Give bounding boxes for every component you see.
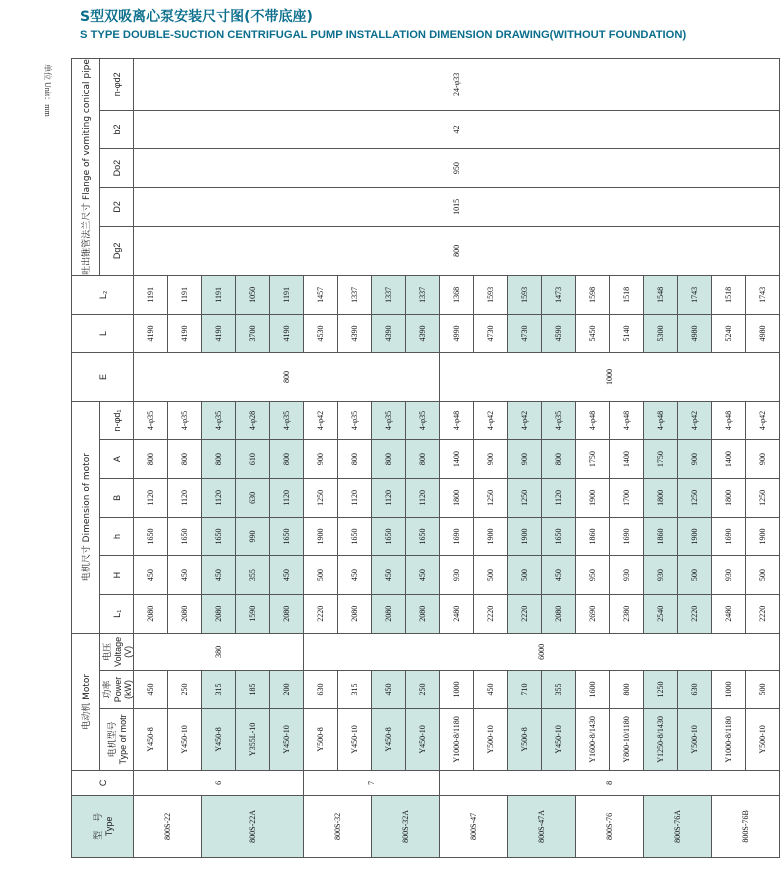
l2-cell: 1337 — [338, 276, 372, 315]
dim-l1-cell: 2080 — [202, 594, 236, 633]
dim-nd1-cell: 4-φ35 — [406, 401, 440, 440]
dim-a-cell: 900 — [678, 440, 712, 479]
dim-b-cell: 1250 — [474, 478, 508, 517]
dim-l1-cell: 2080 — [542, 594, 576, 633]
motor-type-cell: Y500-10 — [474, 708, 508, 770]
l-cell: 4530 — [304, 314, 338, 353]
dim-b-cell: 630 — [236, 478, 270, 517]
dim-a-cell: 1400 — [712, 440, 746, 479]
motor-type-cell: Y450-8 — [372, 708, 406, 770]
dim-b-cell: 1120 — [202, 478, 236, 517]
motor-type-cell: Y1000-8/1180 — [440, 708, 474, 770]
l-cell: 5140 — [610, 314, 644, 353]
l2-cell: 1191 — [134, 276, 168, 315]
dim-b-cell: 1900 — [576, 478, 610, 517]
power-cell: 450 — [474, 671, 508, 709]
dim-nd1-cell: 4-φ35 — [202, 401, 236, 440]
dim-h-cell: 450 — [202, 556, 236, 595]
power-cell: 315 — [202, 671, 236, 709]
dim-l1-cell: 2220 — [678, 594, 712, 633]
dim-h-cell: 930 — [440, 556, 474, 595]
c-value-cell: 7 — [304, 771, 440, 796]
dim-h-cell: 1900 — [508, 517, 542, 556]
dim-a-cell: 800 — [270, 440, 304, 479]
dim-nd1-cell: 4-φ42 — [678, 401, 712, 440]
header-l1: L₁ — [100, 594, 134, 633]
dim-nd1-cell: 4-φ35 — [542, 401, 576, 440]
dim-l1-cell: 2080 — [270, 594, 304, 633]
header-flange-group: 吐出锥管法兰尺寸 Flange of vomiting conical pipe — [72, 59, 100, 276]
dim-a-cell: 900 — [508, 440, 542, 479]
dim-h-cell: 1650 — [372, 517, 406, 556]
dim-a-cell: 800 — [202, 440, 236, 479]
dim-l1-cell: 2540 — [644, 594, 678, 633]
dim-l1-cell: 2080 — [338, 594, 372, 633]
dim-nd1-cell: 4-φ42 — [746, 401, 780, 440]
l-cell: 4390 — [372, 314, 406, 353]
dim-h-cell: 1690 — [610, 517, 644, 556]
power-cell: 710 — [508, 671, 542, 709]
l2-cell: 1191 — [270, 276, 304, 315]
dim-h-cell: 1690 — [712, 517, 746, 556]
l-cell: 4190 — [134, 314, 168, 353]
dim-a-cell: 610 — [236, 440, 270, 479]
dim-l1-cell: 2480 — [712, 594, 746, 633]
l2-cell: 1593 — [508, 276, 542, 315]
header-e: E — [72, 353, 134, 401]
dim-h-cell: 1650 — [202, 517, 236, 556]
dim-b-cell: 1120 — [372, 478, 406, 517]
dim-l1-cell: 2080 — [134, 594, 168, 633]
dim-nd1-cell: 4-φ35 — [270, 401, 304, 440]
l-cell: 4590 — [542, 314, 576, 353]
dim-h-cell: 500 — [508, 556, 542, 595]
flange-nd2-cell: 24-φ33 — [134, 59, 780, 111]
l2-cell: 1050 — [236, 276, 270, 315]
dim-a-cell: 800 — [338, 440, 372, 479]
power-cell: 500 — [746, 671, 780, 709]
l2-cell: 1457 — [304, 276, 338, 315]
motor-type-cell: Y1000-8/1180 — [712, 708, 746, 770]
pump-type-cell: 800S-47A — [508, 795, 576, 857]
power-cell: 1250 — [644, 671, 678, 709]
title-chinese: S型双吸离心泵安装尺寸图(不带底座) — [80, 9, 313, 25]
dim-nd1-cell: 4-φ35 — [338, 401, 372, 440]
dim-a-cell: 900 — [746, 440, 780, 479]
power-cell: 1000 — [712, 671, 746, 709]
dim-h-cell: 1650 — [134, 517, 168, 556]
header-b: B — [100, 478, 134, 517]
e-value-cell: 1000 — [440, 353, 780, 401]
header-do2: Do2 — [100, 149, 134, 188]
dim-h-cell: 1690 — [440, 517, 474, 556]
dim-nd1-cell: 4-φ48 — [440, 401, 474, 440]
motor-type-cell: Y450-10 — [542, 708, 576, 770]
header-nd2: n-φd2 — [100, 59, 134, 111]
power-cell: 1000 — [440, 671, 474, 709]
dim-a-cell: 800 — [406, 440, 440, 479]
dim-b-cell: 1800 — [712, 478, 746, 517]
l-cell: 4980 — [678, 314, 712, 353]
dim-nd1-cell: 4-φ48 — [576, 401, 610, 440]
dim-b-cell: 1120 — [542, 478, 576, 517]
header-type: 型 号 Type — [72, 795, 134, 857]
l2-cell: 1473 — [542, 276, 576, 315]
dimension-table — [71, 58, 780, 858]
dim-a-cell: 900 — [474, 440, 508, 479]
dim-h-cell: 1650 — [338, 517, 372, 556]
l2-cell: 1518 — [610, 276, 644, 315]
pump-type-cell: 800S-22A — [202, 795, 304, 857]
power-cell: 1600 — [576, 671, 610, 709]
c-value-cell: 6 — [134, 771, 304, 796]
header-motor-group: 电动机 Motor — [72, 633, 100, 770]
dim-l1-cell: 2690 — [576, 594, 610, 633]
dim-h-cell: 1860 — [576, 517, 610, 556]
dim-a-cell: 800 — [372, 440, 406, 479]
dim-b-cell: 1250 — [304, 478, 338, 517]
dim-h-cell: 450 — [338, 556, 372, 595]
l-cell: 4390 — [338, 314, 372, 353]
header-l: L — [72, 314, 134, 353]
l2-cell: 1518 — [712, 276, 746, 315]
dim-a-cell: 1400 — [440, 440, 474, 479]
voltage-cell: 380 — [134, 633, 304, 671]
dim-b-cell: 1250 — [678, 478, 712, 517]
l2-cell: 1337 — [406, 276, 440, 315]
motor-type-cell: Y500-8 — [304, 708, 338, 770]
flange-dg2-cell: 800 — [134, 226, 780, 275]
l2-cell: 1743 — [678, 276, 712, 315]
header-voltage: 电压 Voltage (V) — [100, 633, 134, 671]
dim-h-cell: 930 — [712, 556, 746, 595]
dim-h-cell: 1900 — [304, 517, 338, 556]
power-cell: 355 — [542, 671, 576, 709]
dim-h-cell: 1860 — [644, 517, 678, 556]
motor-type-cell: Y500-8 — [508, 708, 542, 770]
motor-type-cell: Y355L-10 — [236, 708, 270, 770]
dim-h-cell: 500 — [746, 556, 780, 595]
header-dg2: Dg2 — [100, 226, 134, 275]
power-cell: 450 — [372, 671, 406, 709]
l-cell: 4390 — [406, 314, 440, 353]
power-cell: 630 — [304, 671, 338, 709]
dim-nd1-cell: 4-φ28 — [236, 401, 270, 440]
dim-h-cell: 500 — [474, 556, 508, 595]
dimension-table-wrapper — [71, 58, 767, 858]
dim-a-cell: 800 — [134, 440, 168, 479]
l-cell: 4990 — [440, 314, 474, 353]
dim-h-cell: 500 — [678, 556, 712, 595]
dim-h-cell: 1900 — [746, 517, 780, 556]
motor-type-cell: Y450-8 — [202, 708, 236, 770]
motor-type-cell: Y450-10 — [168, 708, 202, 770]
power-cell: 315 — [338, 671, 372, 709]
dim-l1-cell: 2080 — [372, 594, 406, 633]
motor-type-cell: Y450-10 — [406, 708, 440, 770]
l2-cell: 1593 — [474, 276, 508, 315]
dim-nd1-cell: 4-φ42 — [304, 401, 338, 440]
pump-type-cell: 800S-32 — [304, 795, 372, 857]
dim-nd1-cell: 4-φ48 — [712, 401, 746, 440]
dim-nd1-cell: 4-φ35 — [134, 401, 168, 440]
motor-type-cell: Y450-8 — [134, 708, 168, 770]
pump-type-cell: 800S-76 — [576, 795, 644, 857]
dim-h-cell: 450 — [168, 556, 202, 595]
dim-h-cell: 1650 — [270, 517, 304, 556]
c-value-cell: 8 — [440, 771, 780, 796]
dim-b-cell: 1120 — [134, 478, 168, 517]
dim-a-cell: 1400 — [610, 440, 644, 479]
dim-nd1-cell: 4-φ42 — [474, 401, 508, 440]
l-cell: 5450 — [576, 314, 610, 353]
motor-type-cell: Y1600-8/1430 — [576, 708, 610, 770]
e-value-cell: 800 — [134, 353, 440, 401]
table-row — [134, 59, 168, 858]
motor-type-cell: Y450-10 — [338, 708, 372, 770]
pump-type-cell: 800S-32A — [372, 795, 440, 857]
dim-a-cell: 800 — [542, 440, 576, 479]
header-nd1: n-φd₁ — [100, 401, 134, 440]
dim-nd1-cell: 4-φ35 — [372, 401, 406, 440]
power-cell: 630 — [678, 671, 712, 709]
power-cell: 185 — [236, 671, 270, 709]
dim-l1-cell: 2220 — [746, 594, 780, 633]
dim-b-cell: 1120 — [168, 478, 202, 517]
dim-nd1-cell: 4-φ48 — [610, 401, 644, 440]
l-cell: 5240 — [712, 314, 746, 353]
flange-d2-cell: 1015 — [134, 187, 780, 226]
power-cell: 250 — [406, 671, 440, 709]
l-cell: 4730 — [474, 314, 508, 353]
power-cell: 250 — [168, 671, 202, 709]
dim-b-cell: 1800 — [644, 478, 678, 517]
header-d2: D2 — [100, 187, 134, 226]
title-english: S TYPE DOUBLE-SUCTION CENTRIFUGAL PUMP INSTALLATION DIMENSION DRAWING(WITHOUT FOUNDATION) — [80, 29, 687, 41]
dim-h-cell: 990 — [236, 517, 270, 556]
dim-h-cell: 450 — [542, 556, 576, 595]
power-cell: 200 — [270, 671, 304, 709]
dim-b-cell: 1120 — [406, 478, 440, 517]
dim-b-cell: 1250 — [508, 478, 542, 517]
dim-l1-cell: 2220 — [304, 594, 338, 633]
unit-label: 单位 Unit：mm — [43, 64, 52, 117]
l-cell: 4190 — [168, 314, 202, 353]
pump-type-cell: 800S-47 — [440, 795, 508, 857]
dim-nd1-cell: 4-φ48 — [644, 401, 678, 440]
dim-l1-cell: 2220 — [474, 594, 508, 633]
power-cell: 800 — [610, 671, 644, 709]
l2-cell: 1337 — [372, 276, 406, 315]
pump-type-cell: 800S-76B — [712, 795, 780, 857]
dim-h-cell: 500 — [304, 556, 338, 595]
header-h-lower: h — [100, 517, 134, 556]
dim-nd1-cell: 4-φ35 — [168, 401, 202, 440]
dim-h-cell: 930 — [610, 556, 644, 595]
header-h-upper: H — [100, 556, 134, 595]
dim-h-cell: 450 — [270, 556, 304, 595]
dim-b-cell: 1120 — [338, 478, 372, 517]
dim-l1-cell: 2480 — [440, 594, 474, 633]
dim-l1-cell: 2080 — [406, 594, 440, 633]
dim-h-cell: 450 — [372, 556, 406, 595]
l2-cell: 1191 — [168, 276, 202, 315]
dim-h-cell: 1900 — [678, 517, 712, 556]
dim-b-cell: 1250 — [746, 478, 780, 517]
flange-do2-cell: 950 — [134, 149, 780, 188]
l-cell: 4730 — [508, 314, 542, 353]
dim-h-cell: 950 — [576, 556, 610, 595]
header-b2: b2 — [100, 110, 134, 149]
dim-l1-cell: 1590 — [236, 594, 270, 633]
header-c: C — [72, 771, 134, 796]
l-cell: 5300 — [644, 314, 678, 353]
motor-type-cell: Y500-10 — [678, 708, 712, 770]
dim-h-cell: 450 — [406, 556, 440, 595]
header-a: A — [100, 440, 134, 479]
dim-b-cell: 1120 — [270, 478, 304, 517]
header-dimension-group: 电机尺寸 Dimension of motor — [72, 401, 100, 633]
l-cell: 3700 — [236, 314, 270, 353]
dim-a-cell: 1750 — [644, 440, 678, 479]
voltage-cell: 6000 — [304, 633, 780, 671]
motor-type-cell: Y450-10 — [270, 708, 304, 770]
header-power: 功率 Power (kW) — [100, 671, 134, 709]
pump-type-cell: 800S-76A — [644, 795, 712, 857]
l2-cell: 1743 — [746, 276, 780, 315]
dim-nd1-cell: 4-φ42 — [508, 401, 542, 440]
dim-b-cell: 1800 — [440, 478, 474, 517]
l-cell: 4190 — [270, 314, 304, 353]
header-l2: L₂ — [72, 276, 134, 315]
dim-h-cell: 930 — [644, 556, 678, 595]
power-cell: 450 — [134, 671, 168, 709]
dim-l1-cell: 2220 — [508, 594, 542, 633]
dim-a-cell: 1750 — [576, 440, 610, 479]
dim-a-cell: 800 — [168, 440, 202, 479]
dim-l1-cell: 2080 — [168, 594, 202, 633]
pump-type-cell: 800S-22 — [134, 795, 202, 857]
motor-type-cell: Y800-10/1180 — [610, 708, 644, 770]
dim-a-cell: 900 — [304, 440, 338, 479]
header-motor-type: 电机型号 Type of motr — [100, 708, 134, 770]
dim-h-cell: 1650 — [406, 517, 440, 556]
dim-h-cell: 1900 — [474, 517, 508, 556]
dim-h-cell: 450 — [134, 556, 168, 595]
l2-cell: 1368 — [440, 276, 474, 315]
l2-cell: 1598 — [576, 276, 610, 315]
l2-cell: 1191 — [202, 276, 236, 315]
motor-type-cell: Y500-10 — [746, 708, 780, 770]
motor-type-cell: Y1250-8/1430 — [644, 708, 678, 770]
dim-b-cell: 1700 — [610, 478, 644, 517]
dim-l1-cell: 2380 — [610, 594, 644, 633]
dim-h-cell: 355 — [236, 556, 270, 595]
dim-h-cell: 1650 — [542, 517, 576, 556]
l-cell: 4190 — [202, 314, 236, 353]
l-cell: 4980 — [746, 314, 780, 353]
l2-cell: 1548 — [644, 276, 678, 315]
dim-h-cell: 1650 — [168, 517, 202, 556]
flange-b2-cell: 42 — [134, 110, 780, 149]
